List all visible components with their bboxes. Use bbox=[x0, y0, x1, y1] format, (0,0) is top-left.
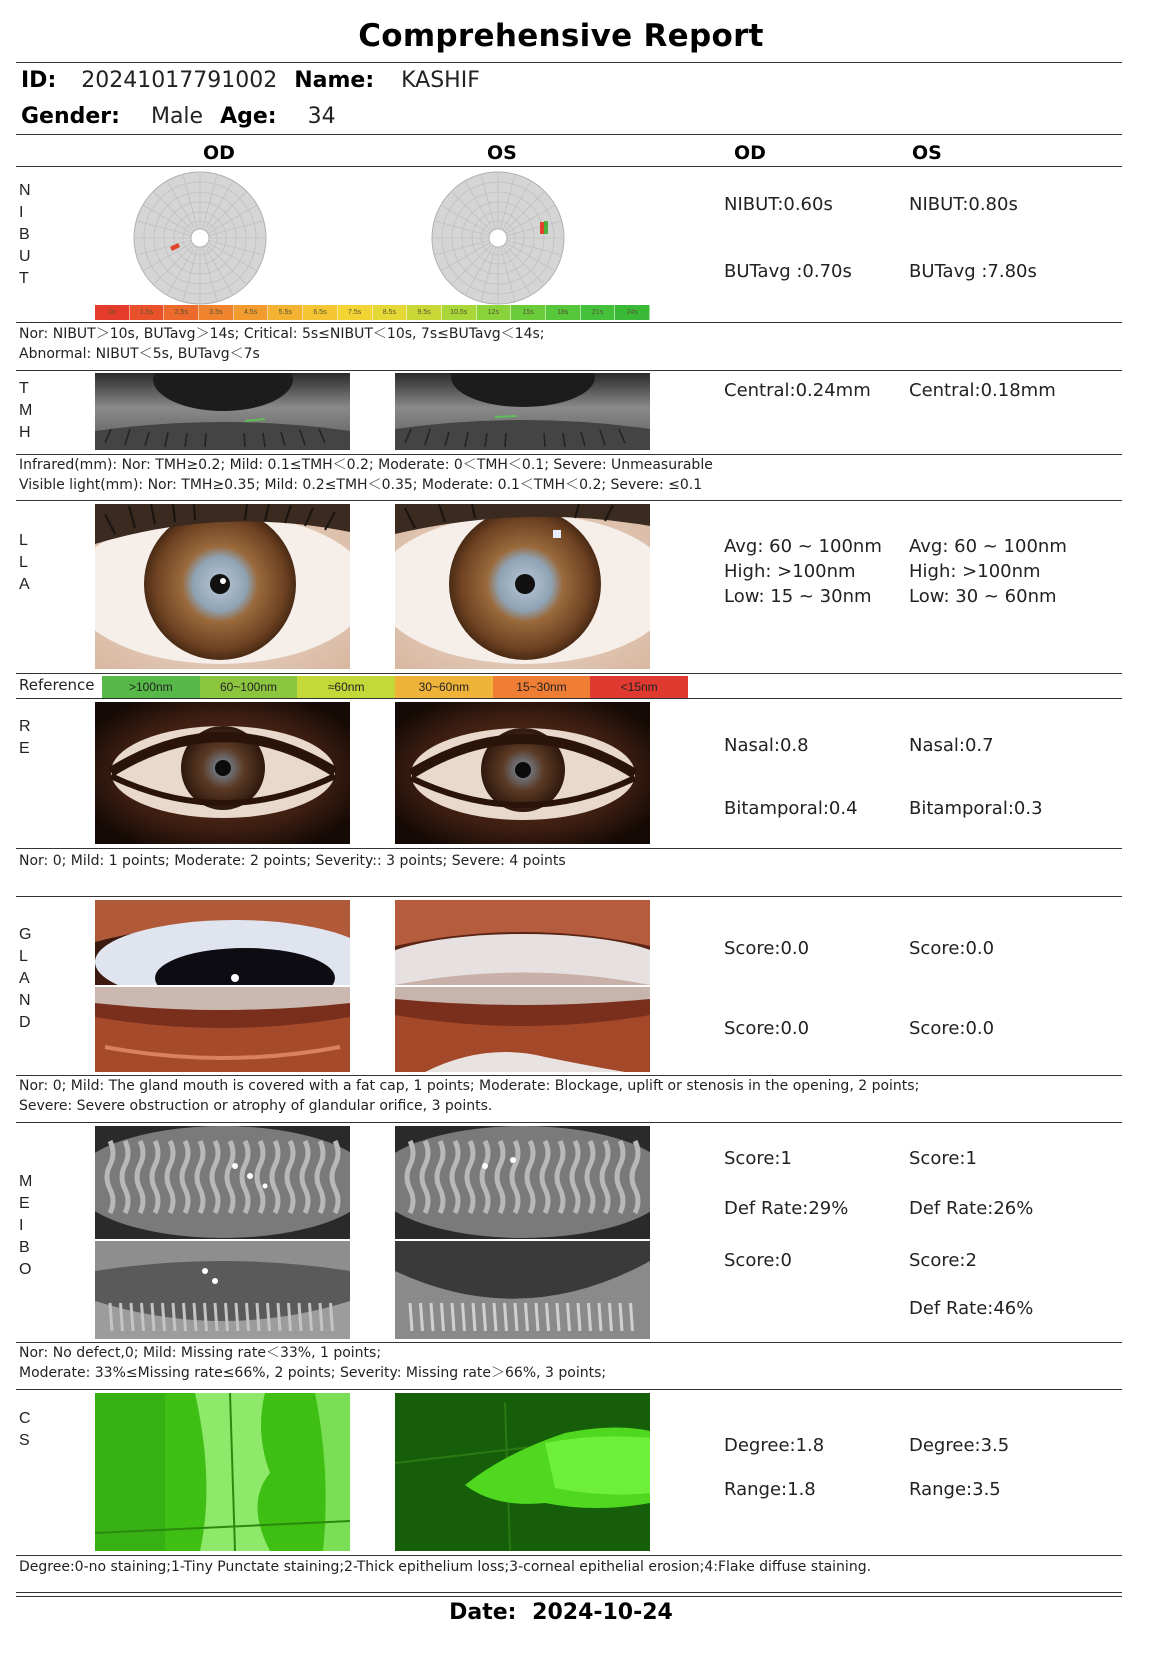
os-gland-lower-score: Score:0.0 bbox=[909, 1018, 995, 1039]
od-meibo-upper-defrate: Def Rate:29% bbox=[724, 1198, 849, 1219]
meibo-note-2: Moderate: 33%≤Missing rate≤66%, 2 points; Severity: Missing rate＞66%, 3 points; bbox=[19, 1365, 607, 1381]
od-meibo-lower-score: Score:0 bbox=[724, 1250, 792, 1271]
cs-note: Degree:0-no staining;1-Tiny Punctate staining;2-Thick epithelium loss;3-corneal epithelial erosion;4:Flake diffuse staining. bbox=[19, 1559, 872, 1575]
od-tmh-image bbox=[95, 373, 350, 450]
os-re-eye-image bbox=[395, 702, 650, 844]
os-gland-lower-image bbox=[395, 987, 650, 1072]
od-nibut-value: NIBUT:0.60s bbox=[724, 194, 833, 215]
divider bbox=[16, 166, 1122, 167]
reference-segment: ≈60nm bbox=[297, 676, 395, 698]
os-lla-low: Low: 30 ~ 60nm bbox=[909, 586, 1057, 607]
od-cs-stain-image bbox=[95, 1393, 350, 1551]
os-lla-eye-image bbox=[395, 504, 650, 669]
nibut-scale-bar bbox=[95, 305, 650, 320]
col-os-images: OS bbox=[487, 142, 517, 164]
os-re-nasal: Nasal:0.7 bbox=[909, 735, 994, 756]
gland-note-2: Severe: Severe obstruction or atrophy of glandular orifice, 3 points. bbox=[19, 1098, 493, 1114]
age-label: Age: bbox=[220, 104, 277, 129]
os-cs-stain-image bbox=[395, 1393, 650, 1551]
nibut-section-label: N I B U T bbox=[19, 182, 31, 287]
reference-segment: >100nm bbox=[102, 676, 200, 698]
od-lla-high: High: >100nm bbox=[724, 561, 856, 582]
patient-id: 20241017791002 bbox=[81, 68, 278, 93]
od-lla-avg: Avg: 60 ~ 100nm bbox=[724, 536, 882, 557]
os-lla-avg: Avg: 60 ~ 100nm bbox=[909, 536, 1067, 557]
re-note: Nor: 0; Mild: 1 points; Moderate: 2 points; Severity:: 3 points; Severe: 4 points bbox=[19, 853, 566, 869]
meibo-section-label: M E I B O bbox=[19, 1173, 33, 1278]
os-lla-high: High: >100nm bbox=[909, 561, 1041, 582]
nibut-scale-segment: 18s bbox=[546, 305, 581, 320]
divider bbox=[16, 322, 1122, 323]
nibut-scale-segment: 9.5s bbox=[407, 305, 442, 320]
os-meibo-upper-defrate: Def Rate:26% bbox=[909, 1198, 1034, 1219]
date-label: Date: bbox=[449, 1600, 517, 1625]
os-meibo-upper-image bbox=[395, 1126, 650, 1239]
divider bbox=[16, 673, 1122, 674]
divider bbox=[16, 500, 1122, 501]
divider bbox=[16, 134, 1122, 135]
nibut-scale-segment: 10.5s bbox=[442, 305, 477, 320]
name-label: Name: bbox=[294, 68, 375, 93]
gland-note-1: Nor: 0; Mild: The gland mouth is covered with a fat cap, 1 points; Moderate: Blockage, uplift or stenosis in the opening, 2 points; bbox=[19, 1078, 920, 1094]
nibut-scale-segment: 1s bbox=[95, 305, 130, 320]
gland-section-label: G L A N D bbox=[19, 926, 32, 1031]
od-lla-eye-image bbox=[95, 504, 350, 669]
lla-section-label: L L A bbox=[19, 532, 30, 593]
tmh-section-label: T M H bbox=[19, 380, 33, 441]
nibut-scale-segment: 1.5s bbox=[130, 305, 165, 320]
divider bbox=[16, 62, 1122, 63]
od-gland-lower-score: Score:0.0 bbox=[724, 1018, 810, 1039]
od-cs-degree: Degree:1.8 bbox=[724, 1435, 825, 1456]
od-gland-upper-image bbox=[95, 900, 350, 985]
os-meibo-lower-image bbox=[395, 1241, 650, 1339]
reference-segment: 30~60nm bbox=[395, 676, 493, 698]
nibut-scale-segment: 4.5s bbox=[234, 305, 269, 320]
patient-age: 34 bbox=[307, 104, 336, 129]
nibut-scale-segment: 2.5s bbox=[164, 305, 199, 320]
od-butavg-value: BUTavg :0.70s bbox=[724, 261, 852, 282]
nibut-scale-segment: 8.5s bbox=[373, 305, 408, 320]
col-od-images: OD bbox=[203, 142, 235, 164]
od-meibo-upper-score: Score:1 bbox=[724, 1148, 792, 1169]
report-date bbox=[0, 1600, 1122, 1625]
id-label: ID: bbox=[21, 68, 57, 93]
reference-segment: 60~100nm bbox=[200, 676, 298, 698]
od-gland-upper-score: Score:0.0 bbox=[724, 938, 810, 959]
divider bbox=[16, 896, 1122, 897]
od-gland-lower-image bbox=[95, 987, 350, 1072]
divider bbox=[16, 698, 1122, 699]
patient-name: KASHIF bbox=[401, 68, 480, 93]
tmh-note-1: Infrared(mm): Nor: TMH≥0.2; Mild: 0.1≤TMH＜0.2; Moderate: 0＜TMH＜0.1; Severe: Unmeasurable bbox=[19, 457, 713, 473]
nibut-scale-segment: 5.5s bbox=[268, 305, 303, 320]
divider bbox=[16, 1596, 1122, 1597]
os-breakup-mark-green bbox=[544, 221, 548, 234]
divider bbox=[16, 370, 1122, 371]
os-breakup-mark-red bbox=[540, 222, 544, 234]
os-tmh-image bbox=[395, 373, 650, 450]
od-re-eye-image bbox=[95, 702, 350, 844]
reference-segment: <15nm bbox=[590, 676, 688, 698]
patient-gender: Male bbox=[150, 104, 204, 129]
nibut-scale-segment: 6.5s bbox=[303, 305, 338, 320]
od-tmh-value: Central:0.24mm bbox=[724, 380, 871, 401]
divider bbox=[16, 848, 1122, 849]
os-meibo-lower-score: Score:2 bbox=[909, 1250, 977, 1271]
reference-segment: 15~30nm bbox=[493, 676, 591, 698]
tmh-note-2: Visible light(mm): Nor: TMH≥0.35; Mild: 0.2≤TMH＜0.35; Moderate: 0.1＜TMH＜0.2; Severe: ≤0.1 bbox=[19, 477, 703, 493]
nibut-scale-segment: 21s bbox=[581, 305, 616, 320]
nibut-note-2: Abnormal: NIBUT＜5s, BUTavg＜7s bbox=[19, 346, 260, 362]
od-re-nasal: Nasal:0.8 bbox=[724, 735, 809, 756]
gender-label: Gender: bbox=[21, 104, 120, 129]
report-title: Comprehensive Report bbox=[358, 18, 764, 54]
nibut-note-1: Nor: NIBUT＞10s, BUTavg＞14s; Critical: 5s≤NIBUT＜10s, 7s≤BUTavg＜14s; bbox=[19, 326, 545, 342]
lla-reference-bar bbox=[102, 676, 688, 698]
re-section-label: R E bbox=[19, 718, 31, 757]
os-nibut-value: NIBUT:0.80s bbox=[909, 194, 1018, 215]
os-gland-upper-image bbox=[395, 900, 650, 985]
os-meibo-lower-defrate: Def Rate:46% bbox=[909, 1298, 1034, 1319]
col-os-values: OS bbox=[912, 142, 942, 164]
divider bbox=[16, 1122, 1122, 1123]
col-od-values: OD bbox=[734, 142, 766, 164]
od-nibut-disc bbox=[128, 170, 272, 306]
nibut-scale-segment: 3.5s bbox=[199, 305, 234, 320]
od-meibo-lower-image bbox=[95, 1241, 350, 1339]
date-value: 2024-10-24 bbox=[532, 1600, 673, 1625]
od-cs-range: Range:1.8 bbox=[724, 1479, 816, 1500]
os-meibo-upper-score: Score:1 bbox=[909, 1148, 977, 1169]
os-re-bitemporal: Bitamporal:0.3 bbox=[909, 798, 1043, 819]
patient-gender-row bbox=[21, 104, 336, 129]
od-re-bitemporal: Bitamporal:0.4 bbox=[724, 798, 858, 819]
os-gland-upper-score: Score:0.0 bbox=[909, 938, 995, 959]
patient-id-row bbox=[21, 68, 480, 93]
od-meibo-upper-image bbox=[95, 1126, 350, 1239]
divider bbox=[16, 1592, 1122, 1593]
od-lla-low: Low: 15 ~ 30nm bbox=[724, 586, 872, 607]
nibut-scale-segment: 24s bbox=[615, 305, 650, 320]
divider bbox=[16, 1555, 1122, 1556]
nibut-scale-segment: 15s bbox=[511, 305, 546, 320]
nibut-scale-segment: 12s bbox=[477, 305, 512, 320]
reference-label: Reference bbox=[19, 676, 95, 694]
os-nibut-disc bbox=[426, 170, 570, 306]
cs-section-label: C S bbox=[19, 1410, 31, 1449]
meibo-note-1: Nor: No defect,0; Mild: Missing rate＜33%, 1 points; bbox=[19, 1345, 382, 1361]
divider bbox=[16, 1389, 1122, 1390]
os-tmh-value: Central:0.18mm bbox=[909, 380, 1056, 401]
os-cs-degree: Degree:3.5 bbox=[909, 1435, 1010, 1456]
os-butavg-value: BUTavg :7.80s bbox=[909, 261, 1037, 282]
nibut-scale-segment: 7.5s bbox=[338, 305, 373, 320]
os-cs-range: Range:3.5 bbox=[909, 1479, 1001, 1500]
